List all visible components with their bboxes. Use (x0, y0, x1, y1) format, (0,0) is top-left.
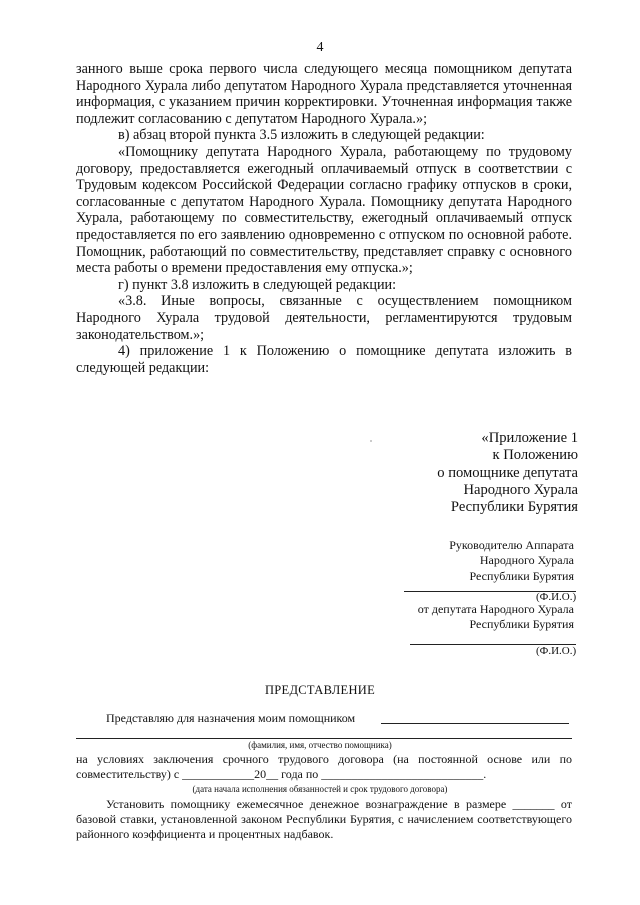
assistant-name-line-2 (76, 738, 572, 739)
appendix-line: о помощнике депутата (437, 464, 578, 481)
page-number: 4 (316, 40, 324, 55)
appendix-line: к Положению (492, 447, 578, 464)
addressee-line: Народного Хурала (479, 553, 574, 568)
addressee-fio-caption: (Ф.И.О.) (536, 591, 577, 603)
paragraph-vacation-clause: «Помощнику депутата Народного Хурала, работающему по трудовому договору, предоставляется ежегодный оплачиваемый отпуск в соответствии с Трудовым кодексом Российской Федерации согласно графику отпусков в сроки, согласованные с депутатом Народного Хурала. Помощнику депутата Народного Хурала, работающему по совместительству, ежегодный оплачиваемый отпуск предоставляется по его заявлению одновременно с отпуском по основной работе. Помощник, работающий по совместительству, представляет справку с основного места работы о времени предоставления ему отпуска.»; (76, 143, 572, 277)
scan-speck (370, 440, 372, 442)
assistant-name-line-1 (381, 723, 569, 724)
appendix-line: Республики Бурятия (450, 499, 578, 516)
name-caption: (фамилия, имя, отчество помощника) (248, 740, 392, 750)
paragraph-item-4: 4) приложение 1 к Положению о помощнике депутата изложить в следующей редакции: (76, 343, 572, 376)
paragraph-item-v: в) абзац второй пункта 3.5 изложить в следующей редакции: (118, 127, 485, 144)
form-intro: Представляю для назначения моим помощником (106, 711, 356, 725)
sender-line: Республики Бурятия (469, 617, 574, 632)
form-title: ПРЕДСТАВЛЕНИЕ (264, 683, 376, 697)
amendment-text (76, 61, 572, 376)
paragraph-clause-3-8: «3.8. Иные вопросы, связанные с осуществлением помощником Народного Хурала трудовой деятельности, регламентируются трудовым законодательством.»; (76, 293, 572, 343)
addressee-block (449, 538, 574, 584)
appendix-header (437, 430, 578, 516)
sender-block (418, 602, 574, 633)
addressee-line: Руководителю Аппарата (449, 538, 574, 552)
form-salary: Установить помощнику ежемесячное денежное вознаграждение в размере _______ от базовой ставки, установленной законом Республики Бурятия, с начислением соответствующего районного коэффициента и процентных надбавок. (76, 797, 572, 841)
paragraph-continuation: занного выше срока первого числа следующего месяца помощником депутата Народного Хурала либо депутатом Народного Хурала представляется уточненная информация, с указанием причин корректировки. Уточненная информация также подлежит согласованию с депутатом Народного Хурала.»; (76, 61, 572, 127)
sender-fio-caption: (Ф.И.О.) (536, 645, 577, 657)
appendix-line: «Приложение 1 (481, 430, 578, 446)
appendix-line: Народного Хурала (463, 481, 578, 498)
form-conditions: на условиях заключения срочного трудового договора (на постоянной основе или по совместительству) с ____________20__ года по ___________________________. (76, 752, 572, 781)
date-caption: (дата начала исполнения обязанностей и срок трудового договора) (192, 784, 448, 794)
sender-line: от депутата Народного Хурала (417, 602, 574, 616)
addressee-line: Республики Бурятия (469, 568, 574, 583)
paragraph-item-g: г) пункт 3.8 изложить в следующей редакции: (118, 276, 397, 293)
